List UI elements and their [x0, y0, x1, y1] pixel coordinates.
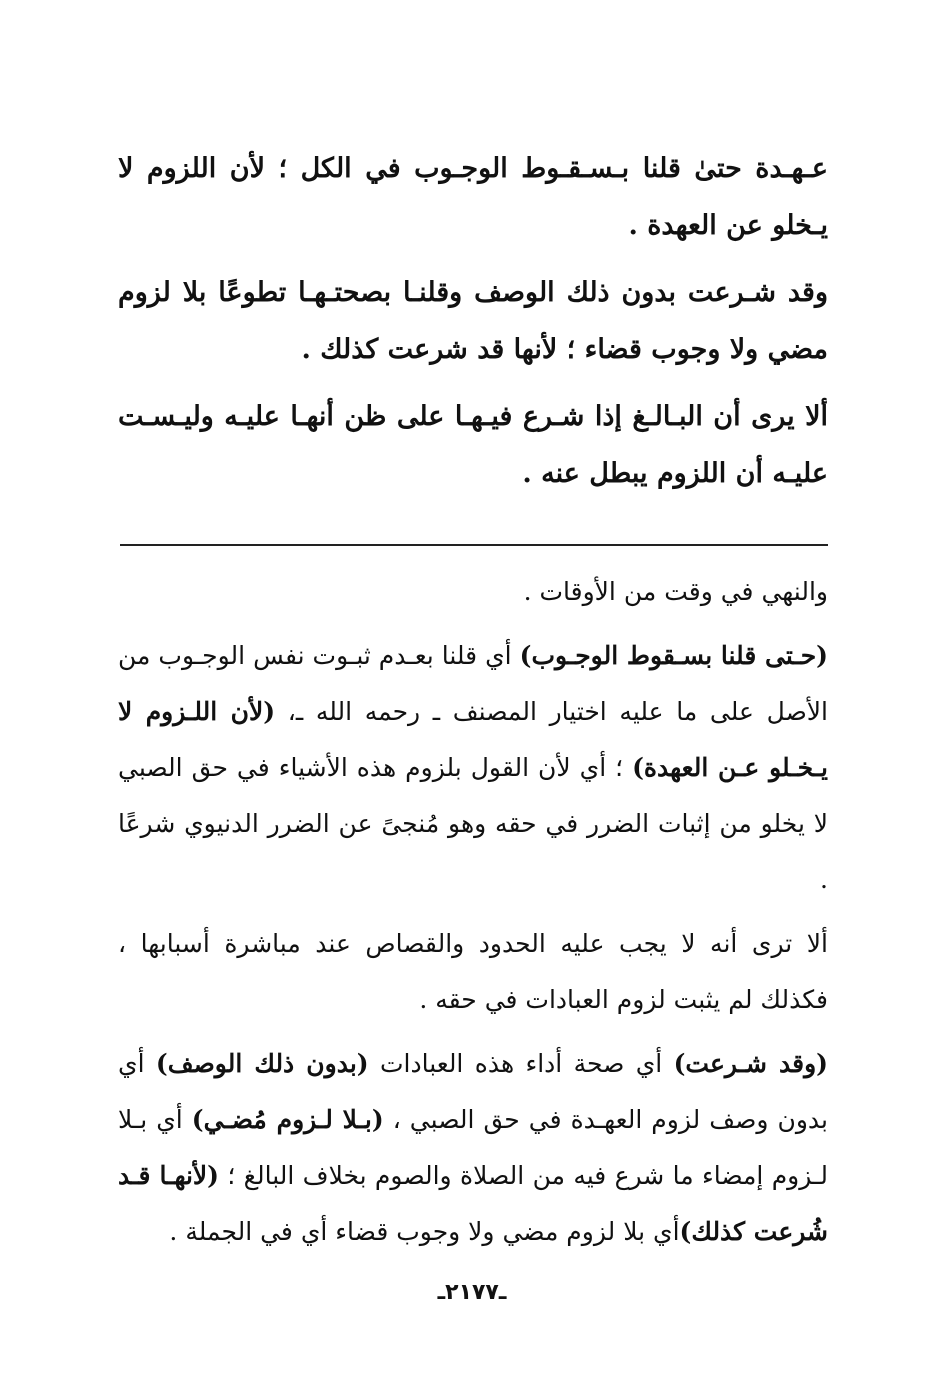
- main-text-paragraph: ألا يرى أن البـالـغ إذا شـرع فيـهـا على ظن أنهـا عليـه وليـسـت عليـه أن اللزوم يبطل عنه .: [118, 401, 828, 489]
- quoted-matn: (حـتى قلنا بسـقوط الوجـوب): [519, 641, 829, 670]
- footnote-divider: [120, 544, 828, 546]
- commentary-paragraph: [118, 1036, 828, 1260]
- commentary-span: أي صحة أداء هذه العبادات: [368, 1049, 674, 1078]
- main-text-paragraph: عـهـدة حتىٰ قلنا بـسـقـوط الوجـوب في الكل ؛ لأن اللزوم لا يـخلو عن العهدة .: [118, 153, 828, 241]
- quoted-matn: (وقد شـرعت): [673, 1049, 828, 1078]
- page-number: ـ٢١٧٧ـ: [437, 1280, 507, 1305]
- main-text: [118, 140, 828, 502]
- commentary-span: أي قلنا بعـدم ثبـوت نفس الوجـوب من الأصل على ما عليه اختيار المصنف ـ رحمه الله ـ،: [118, 641, 828, 726]
- commentary-paragraph: والنهي في وقت من الأوقات .: [523, 577, 828, 606]
- page-content: [118, 140, 828, 1268]
- commentary-span: أي بلا لزوم مضي ولا وجوب قضاء أي في الجملة .: [169, 1217, 680, 1246]
- commentary-span: أي بـلا لـزوم إمضاء ما شرع فيه من الصلاة والصوم بخلاف البالغ ؛: [118, 1105, 828, 1190]
- quoted-matn: (لأنهـا قـد شُرعت كذلك): [118, 1161, 828, 1246]
- commentary-span: أي بدون وصف لزوم العهـدة في حق الصبي ،: [118, 1049, 828, 1134]
- quoted-matn: (لأن اللـزوم لا يـخـلو عـن العهدة): [118, 697, 829, 782]
- commentary-paragraph: [118, 628, 828, 908]
- commentary-text: [118, 564, 828, 1260]
- quoted-matn: (بـلا لـزوم مُضـي): [191, 1105, 384, 1134]
- main-text-paragraph: وقد شـرعت بدون ذلك الوصف وقلنـا بصحتـهـا تطوعًا بلا لزوم مضي ولا وجوب قضاء ؛ لأنها قد شرعت كذلك .: [118, 277, 828, 365]
- quoted-matn: (بدون ذلك الوصف): [155, 1049, 369, 1078]
- commentary-span: ؛ أي لأن القول بلزوم هذه الأشياء في حق الصبي لا يخلو من إثبات الضرر في حقه وهو مُنجىً عن الضرر الدنيوي شرعًا .: [118, 753, 828, 894]
- commentary-paragraph: ألا ترى أنه لا يجب عليه الحدود والقصاص عند مباشرة أسبابها ، فكذلك لم يثبت لزوم العبادات في حقه .: [118, 929, 828, 1014]
